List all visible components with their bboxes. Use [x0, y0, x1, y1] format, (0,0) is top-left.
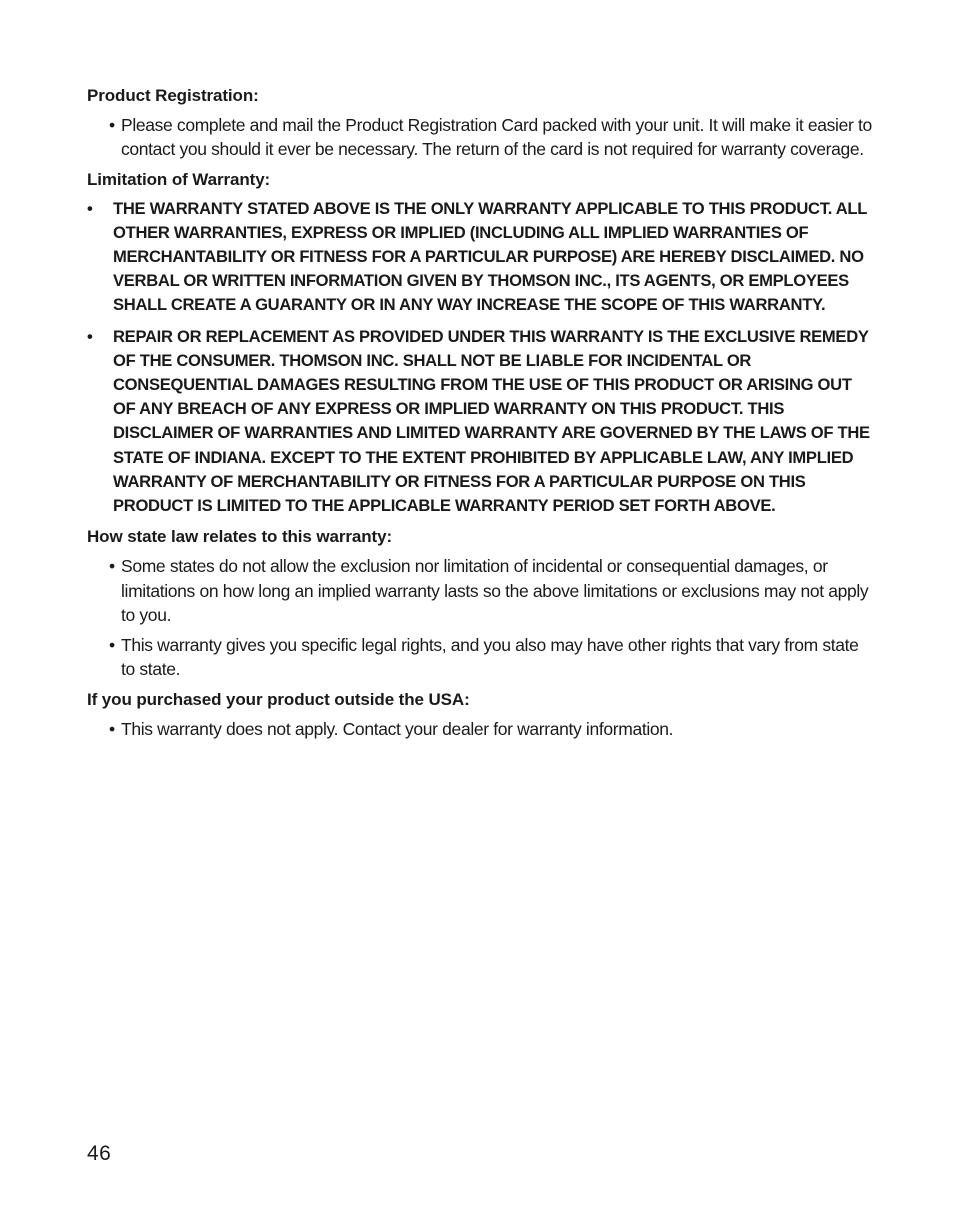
state-law-heading: How state law relates to this warranty:	[87, 527, 393, 547]
outside-usa-heading: If you purchased your product outside the USA:	[87, 689, 470, 709]
bullet-icon: •	[87, 198, 93, 218]
outside-usa-bullet	[87, 717, 872, 741]
state-law-bullet-1	[87, 554, 872, 627]
bullet-icon: •	[109, 115, 115, 135]
registration-bullet	[87, 113, 872, 162]
bullet-icon: •	[109, 718, 115, 739]
product-registration-heading: Product Registration:	[87, 86, 259, 105]
warranty-page	[87, 84, 872, 747]
page-number: 46	[87, 1142, 112, 1165]
limitation-bullet-1-text: THE WARRANTY STATED ABOVE IS THE ONLY WARRANTY APPLICABLE TO THIS PRODUCT. ALL OTHER WARRANTIES, EXPRESS OR IMPLIED (INCLUDING ALL IMPLIED WARRANTIES OF MERCHANTABILITY OR FITNESS FOR A PARTICULAR PURPOSE) ARE HEREBY DISCLAIMED. NO VERBAL OR WRITTEN INFORMATION GIVEN BY THOMSON INC., ITS AGENTS, OR EMPLOYEES SHALL CREATE A GUARANTY OR IN ANY WAY INCREASE THE SCOPE OF THIS WARRANTY.	[113, 198, 867, 315]
limitation-bullet-2	[87, 325, 872, 519]
state-law-bullet-2	[87, 633, 872, 682]
outside-usa-bullet-text: This warranty does not apply. Contact your dealer for warranty information.	[121, 718, 674, 739]
state-law-bullet-2-text: This warranty gives you specific legal rights, and you also may have other rights that vary from state to state.	[121, 635, 859, 680]
bullet-icon: •	[109, 556, 115, 577]
limitation-bullet-1	[87, 197, 872, 318]
registration-bullet-text: Please complete and mail the Product Registration Card packed with your unit. It will make it easier to contact you should it ever be necessary. The return of the card is not required for warranty coverage.	[121, 115, 872, 160]
bullet-icon: •	[87, 326, 93, 346]
state-law-bullet-1-text: Some states do not allow the exclusion nor limitation of incidental or consequential damages, or limitations on how long an implied warranty lasts so the above limitations or exclusions may not apply to you.	[121, 556, 869, 625]
bullet-icon: •	[109, 635, 115, 656]
limitation-bullet-2-text: REPAIR OR REPLACEMENT AS PROVIDED UNDER THIS WARRANTY IS THE EXCLUSIVE REMEDY OF THE CONSUMER. THOMSON INC. SHALL NOT BE LIABLE FOR INCIDENTAL OR CONSEQUENTIAL DAMAGES RESULTING FROM THE USE OF THIS PRODUCT OR ARISING OUT OF ANY BREACH OF ANY EXPRESS OR IMPLIED WARRANTY ON THIS PRODUCT. THIS DISCLAIMER OF WARRANTIES AND LIMITED WARRANTY ARE GOVERNED BY THE LAWS OF THE STATE OF INDIANA. EXCEPT TO THE EXTENT PROHIBITED BY APPLICABLE LAW, ANY IMPLIED WARRANTY OF MERCHANTABILITY OR FITNESS FOR A PARTICULAR PURPOSE ON THIS PRODUCT IS LIMITED TO THE APPLICABLE WARRANTY PERIOD SET FORTH ABOVE.	[113, 326, 870, 516]
limitation-heading: Limitation of Warranty:	[87, 169, 271, 189]
